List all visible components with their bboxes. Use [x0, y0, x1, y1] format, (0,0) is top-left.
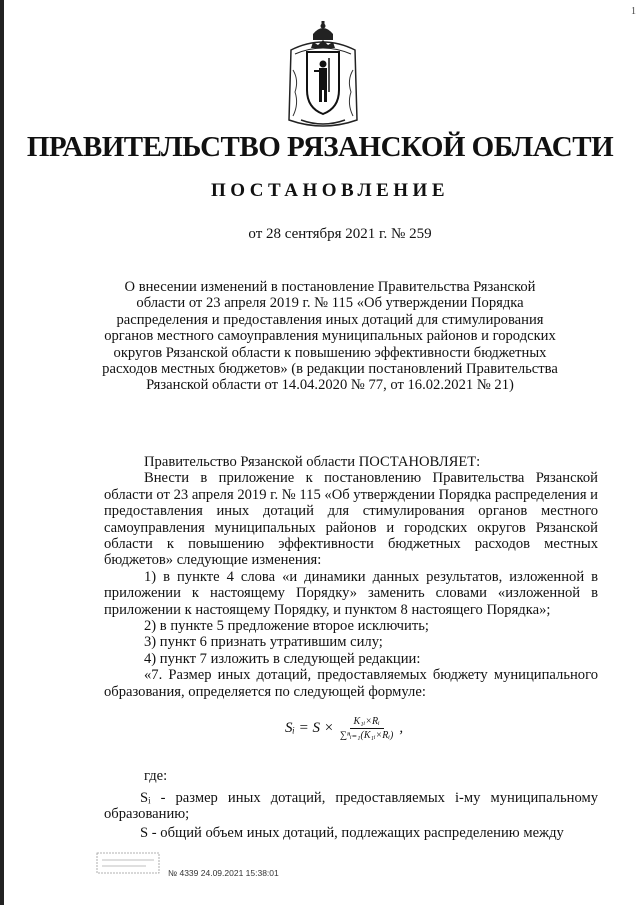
body-paragraph: «7. Размер иных дотаций, предоставляемых бюджету муниципального образования, определяется по следующей формуле:: [104, 667, 598, 700]
formula-tail: ,: [399, 720, 404, 736]
definition-item: Sᵢ - размер иных дотаций, предоставляемых i-му муниципальному образованию;: [104, 790, 598, 823]
body-paragraph: 1) в пункте 4 слова «и динамики данных результатов, изложенной в приложении к настоящему Порядку» заменить словами «изложенной в приложении к настоящему Порядку, и пунктом 8 настоящего Порядка»;: [104, 568, 598, 618]
signature-stamp-icon: [96, 852, 160, 874]
formula-fraction: [336, 716, 397, 741]
body-paragraph: Внести в приложение к постановлению Правительства Рязанской области от 23 апреля 2019 г. № 115 «Об утверждении Порядка распределения и предоставления иных дотаций для стимулирования органов местного самоуправления муниципальных районов и городских округов Рязанской области к повышению эффективности бюджетных расходов местных бюджетов» следующие изменения:: [104, 470, 598, 569]
registration-footer: № 4339 24.09.2021 15:38:01: [168, 868, 279, 878]
document-body: [104, 454, 598, 700]
body-paragraph: 2) в пункте 5 предложение второе исключить;: [144, 618, 429, 635]
definitions: [104, 790, 598, 843]
page-corner-mark: 1: [631, 6, 636, 17]
formula-numerator: K₁ᵢ×Rᵢ: [350, 716, 384, 729]
coat-of-arms-icon: [285, 20, 361, 132]
document-date: от 28 сентября 2021 г. № 259: [248, 226, 432, 242]
body-paragraph: 3) пункт 6 признать утратившим силу;: [144, 634, 383, 651]
formula-denominator: ∑ⁿᵢ₌₁(K₁ᵢ×Rᵢ): [339, 730, 394, 741]
distribution-formula: [285, 716, 403, 741]
document-type: ПОСТАНОВЛЕНИЕ: [210, 180, 450, 201]
body-paragraph: Правительство Рязанской области ПОСТАНОВЛЯЕТ:: [144, 454, 481, 470]
body-paragraph: 4) пункт 7 изложить в следующей редакции:: [144, 650, 421, 667]
where-label: где:: [144, 768, 168, 784]
definition-item: S - общий объем иных дотаций, подлежащих распределению между: [140, 824, 564, 841]
government-title: ПРАВИТЕЛЬСТВО РЯЗАНСКОЙ ОБЛАСТИ: [26, 131, 614, 163]
document-subject: О внесении изменений в постановление Правительства Рязанской области от 23 апреля 2019 г. № 115 «Об утверждении Порядка распределения и предоставления иных дотаций для стимулирования органов местного самоуправления муниципальных районов и городских округов Рязанской области к повышению эффективности бюджетных расходов местных бюджетов» (в редакции постановлений Правительства Рязанской области от 14.04.2020 № 77, от 16.02.2021 № 21): [102, 279, 558, 394]
formula-lhs: Sᵢ = S ×: [285, 720, 334, 736]
